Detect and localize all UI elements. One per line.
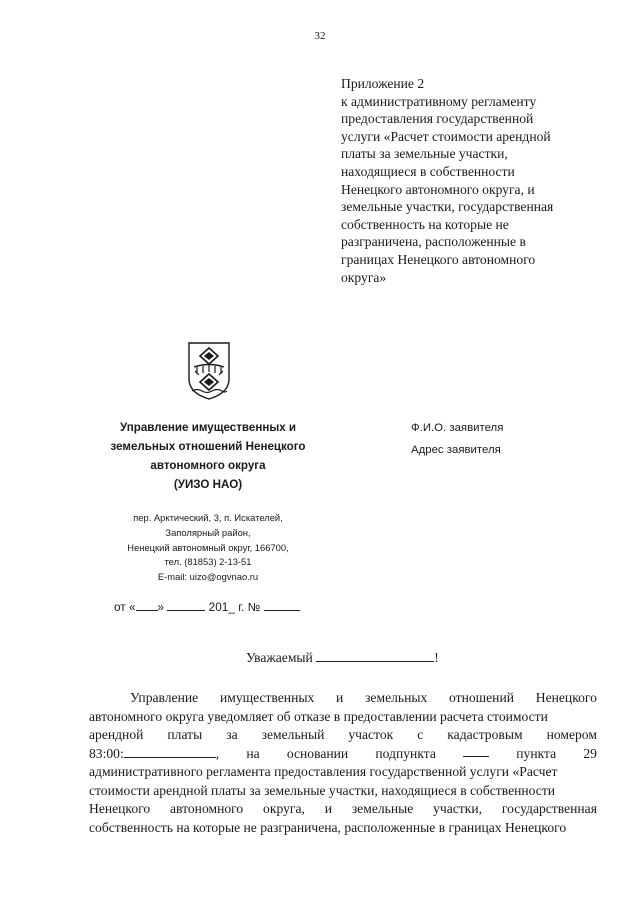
body-word: земельных [365, 690, 428, 705]
appendix-line: Ненецкого автономного округа, и [341, 181, 535, 197]
body-word: отношений [449, 690, 515, 705]
appendix-line: границах Ненецкого автономного [341, 251, 536, 267]
appendix-block [341, 75, 586, 286]
body-word: участки, [433, 801, 483, 816]
page-number: 32 [314, 30, 326, 42]
body-word: автономного [170, 801, 244, 816]
body-word: за [226, 727, 238, 742]
organization-name-line: Управление имущественных и [119, 421, 297, 434]
salutation [246, 650, 439, 666]
salutation-text: Уважаемый [246, 650, 313, 665]
body-word: подпункта [375, 745, 436, 761]
body-line [89, 689, 597, 708]
body-line: стоимости арендной платы за земельные участки, находящиеся в собственности [89, 782, 556, 798]
appendix-line: разграничена, расположенные в [341, 234, 526, 250]
day-blank [136, 599, 158, 611]
body-word: Управление [130, 690, 199, 705]
appendix-line: Приложение 2 [341, 76, 425, 91]
body-word: имущественных [219, 690, 315, 705]
applicant-address-label: Адрес заявителя [411, 444, 501, 456]
body-word: Ненецкого [535, 690, 597, 705]
appendix-line: предоставления государственной [341, 111, 534, 127]
organization-name-line: автономного округа [150, 459, 266, 472]
cadastral-prefix: 83:00: [89, 745, 124, 761]
body-word: с [417, 727, 424, 742]
appendix-line: платы за земельные участки, [341, 146, 508, 162]
body-word: , [215, 745, 220, 761]
organization-name-line: земельных отношений Ненецкого [110, 440, 306, 453]
body-line [89, 726, 597, 745]
body-line [89, 800, 597, 819]
body-line: собственность на которые не разграничена, расположенные в границах Ненецкого [89, 819, 567, 835]
cadastral-blank [124, 746, 216, 758]
body-word: участок [348, 727, 394, 742]
body-paragraph [89, 689, 597, 837]
appendix-line: земельные участки, государственная [341, 199, 554, 215]
body-line: автономного округа уведомляет об отказе в предоставлении расчета стоимости [89, 708, 548, 724]
date-prefix: от « [114, 600, 136, 614]
coat-of-arms-icon [187, 341, 231, 401]
body-word: и [324, 801, 332, 816]
salutation-ending: ! [434, 650, 439, 665]
body-word: земельные [351, 801, 414, 816]
cadastral-field [89, 745, 219, 764]
contact-line: тел. (81853) 2-13-51 [164, 556, 252, 568]
body-word: 29 [583, 745, 597, 761]
body-word: государственная [501, 801, 597, 816]
month-blank [167, 599, 205, 611]
organization-name [95, 418, 321, 494]
body-word: округа, [263, 801, 305, 816]
body-word: Ненецкого [89, 801, 151, 816]
body-word: земельный [261, 727, 325, 742]
contact-line: Заполярный район, [165, 526, 251, 538]
contact-line: пер. Арктический, 3, п. Искателей, [133, 512, 283, 523]
applicant-name-label: Ф.И.О. заявителя [411, 422, 504, 434]
body-line [89, 745, 597, 764]
number-blank [264, 599, 300, 611]
appendix-line: округа» [341, 269, 387, 285]
appendix-line: услуги «Расчет стоимости арендной [341, 128, 551, 144]
body-line: административного регламента предоставления государственной услуги «Расчет [89, 764, 558, 779]
body-word: платы [167, 727, 203, 742]
date-number-line [114, 599, 300, 614]
organization-name-line: (УИЗО НАО) [173, 478, 243, 491]
body-word: и [336, 690, 344, 705]
date-mid: » [157, 600, 165, 614]
body-word: основании [286, 745, 349, 761]
body-word: номером [546, 727, 597, 742]
applicant-block [411, 417, 503, 461]
body-word: пункта [516, 745, 557, 761]
contact-line: Ненецкий автономный округ, 166700, [127, 541, 289, 553]
body-word: кадастровым [447, 727, 523, 742]
subclause-blank [463, 745, 489, 757]
date-year: 201_ г. [208, 600, 245, 614]
addressee-blank [316, 650, 434, 662]
contact-line: E-mail: uizo@ogvnao.ru [157, 571, 259, 583]
body-word: арендной [89, 727, 144, 742]
organization-contacts [102, 511, 314, 585]
appendix-line: собственность на которые не [341, 216, 509, 232]
appendix-line: находящиеся в собственности [341, 163, 515, 179]
appendix-line: к административному регламенту [341, 93, 537, 109]
body-word: на [246, 745, 260, 761]
number-label: № [247, 600, 261, 614]
